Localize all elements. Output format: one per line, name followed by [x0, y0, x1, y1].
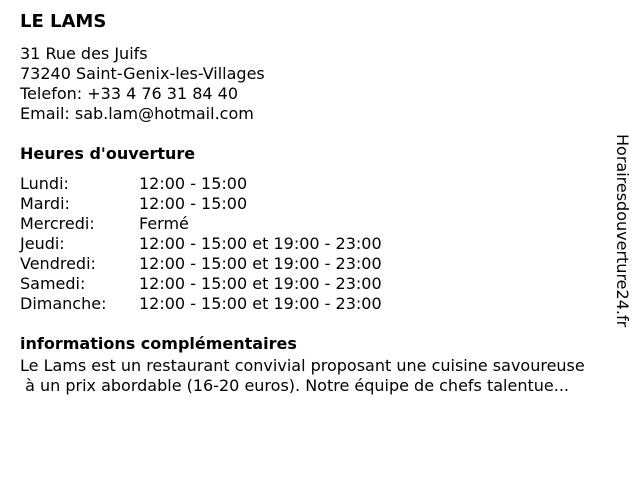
phone-number: Telefon: +33 4 76 31 84 40: [20, 84, 239, 103]
time-value: 12:00 - 15:00 et 19:00 - 23:00: [139, 294, 382, 313]
address-block: [20, 44, 265, 124]
additional-info-heading: informations complémentaires: [20, 334, 297, 353]
description-line-2: à un prix abordable (16-20 euros). Notre équipe de chefs talentue...: [20, 376, 569, 395]
site-watermark: Horairesdouverture24.fr: [613, 134, 632, 328]
day-label: Samedi:: [20, 274, 86, 293]
day-label: Jeudi:: [20, 234, 65, 253]
opening-hours-heading: Heures d'ouverture: [20, 144, 196, 163]
time-value: 12:00 - 15:00 et 19:00 - 23:00: [139, 254, 382, 273]
day-label: Mercredi:: [20, 214, 95, 233]
additional-info-text: [20, 336, 632, 396]
city-address: 73240 Saint-Genix-les-Villages: [20, 64, 265, 83]
day-label: Vendredi:: [20, 254, 96, 273]
street-address: 31 Rue des Juifs: [20, 44, 148, 63]
time-value: 12:00 - 15:00 et 19:00 - 23:00: [139, 274, 382, 293]
day-label: Mardi:: [20, 194, 70, 213]
time-value: 12:00 - 15:00: [139, 174, 248, 193]
time-value: 12:00 - 15:00: [139, 194, 248, 213]
time-value: 12:00 - 15:00 et 19:00 - 23:00: [139, 234, 382, 253]
day-label: Dimanche:: [20, 294, 107, 313]
day-label: Lundi:: [20, 174, 69, 193]
email-address: Email: sab.lam@hotmail.com: [20, 104, 254, 123]
description-line-1: Le Lams est un restaurant convivial proposant une cuisine savoureuse: [20, 356, 585, 375]
restaurant-name: LE LAMS: [20, 11, 107, 32]
time-value: Fermé: [139, 214, 189, 233]
